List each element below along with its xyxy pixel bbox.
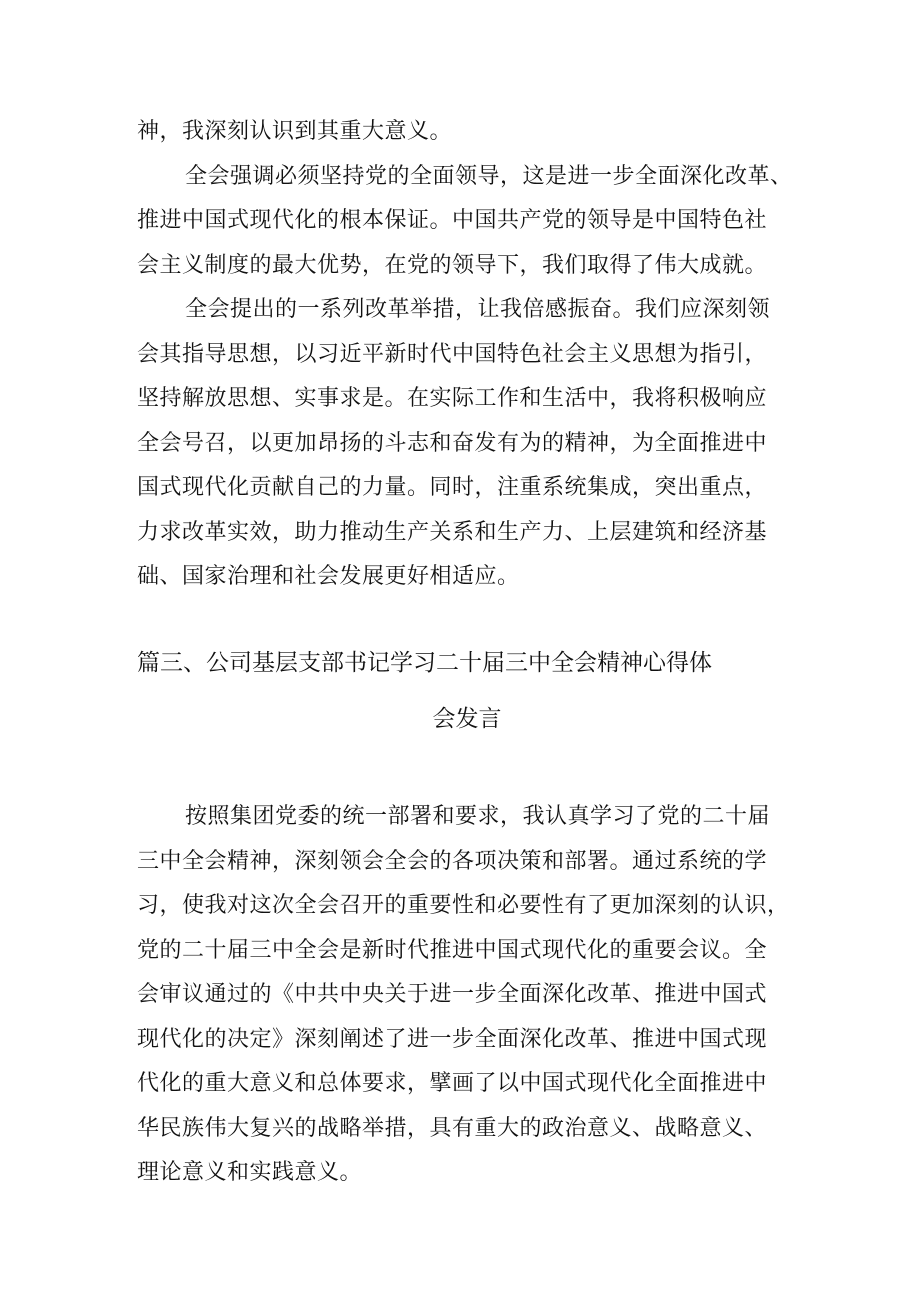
section-2-text (137, 795, 797, 1196)
section-1-text (137, 110, 797, 600)
text-line: 代化的重大意义和总体要求，擘画了以中国式现代化全面推进中 (137, 1071, 768, 1096)
text-line: 国式现代化贡献自己的力量。同时，注重系统集成，突出重点， (137, 475, 768, 500)
text-line: 神，我深刻认识到其重大意义。 (137, 119, 453, 144)
text-line: 党的二十届三中全会是新时代推进中国式现代化的重要会议。全 (137, 937, 768, 963)
text-line: 推进中国式现代化的根本保证。中国共产党的领导是中国特色社 (137, 208, 768, 233)
text-line: 坚持解放思想、实事求是。在实际工作和生活中，我将积极响应 (137, 386, 768, 411)
heading-line: 篇三、公司基层支部书记学习二十届三中全会精神心得体 (137, 650, 712, 676)
section-heading (137, 635, 797, 747)
text-line: 三中全会精神，深刻领会全会的各项决策和部署。通过系统的学 (137, 848, 768, 874)
text-line: 础、国家治理和社会发展更好相适应。 (137, 564, 520, 589)
text-line: 习，使我对这次全会召开的重要性和必要性有了更加深刻的认识， (137, 893, 790, 918)
text-line: 华民族伟大复兴的战略举措，具有重大的政治意义、战略意义、 (137, 1115, 768, 1141)
text-line: 力求改革实效，助力推动生产关系和生产力、上层建筑和经济基 (137, 519, 768, 545)
text-line: 全会号召，以更加昂扬的斗志和奋发有为的精神，为全面推进中 (137, 430, 768, 456)
heading-line: 会发言 (432, 706, 502, 732)
text-line: 会其指导思想，以习近平新时代中国特色社会主义思想为指引， (137, 341, 768, 367)
text-line: 会主义制度的最大优势，在党的领导下，我们取得了伟大成就。 (137, 252, 768, 278)
text-line: 全会强调必须坚持党的全面领导，这是进一步全面深化改革、 (185, 163, 793, 189)
text-line: 理论意义和实践意义。 (137, 1160, 363, 1185)
text-line: 现代化的决定》深刻阐述了进一步全面深化改革、推进中国式现 (137, 1026, 768, 1052)
text-line: 会审议通过的《中共中央关于进一步全面深化改革、推进中国式 (137, 982, 768, 1007)
text-line: 全会提出的一系列改革举措，让我倍感振奋。我们应深刻领 (185, 297, 771, 322)
text-line: 按照集团党委的统一部署和要求，我认真学习了党的二十届 (185, 804, 771, 829)
